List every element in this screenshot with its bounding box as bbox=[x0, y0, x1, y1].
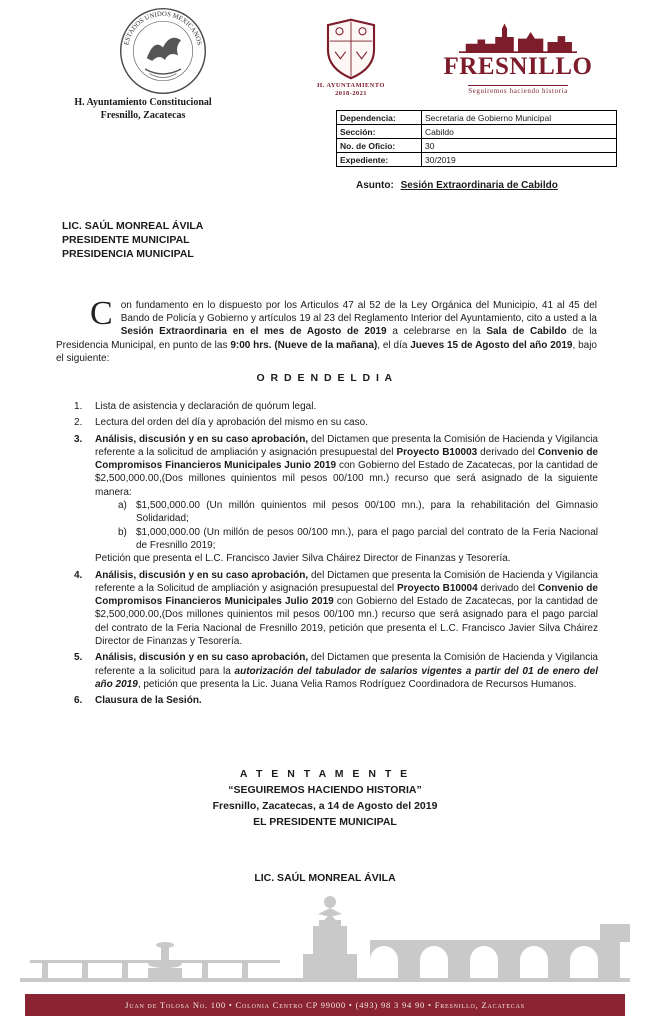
municipality-title-line1: H. Ayuntamiento Constitucional bbox=[74, 97, 212, 108]
table-row bbox=[337, 153, 617, 167]
municipal-crest bbox=[322, 18, 380, 80]
municipality-title bbox=[38, 96, 248, 122]
info-label: Dependencia: bbox=[337, 111, 422, 125]
agenda-item-text: Análisis, discusión y en su caso aprobación, del Dictamen que presenta la Comisión de Hacienda y Vigilancia referente a la solicitud de ampliación y asignación presupuestal del Proyecto B10003 derivado del Convenio de Compromisos Financieros Municipales Junio 2019 con Gobierno del Estado de Zacatecas, por la cantidad de $2,500,000.00,(Dos millones quinientos mil pesos 00/100 mn.) recurso que será asignado de la siguiente manera: bbox=[95, 433, 598, 498]
agenda-sub-item-letter: b) bbox=[118, 526, 127, 538]
crest-caption-line1: H. AYUNTAMIENTO bbox=[317, 82, 385, 89]
agenda-item-number: 2. bbox=[74, 417, 83, 429]
agenda-item-6 bbox=[74, 694, 598, 707]
footer-bar bbox=[25, 994, 625, 1016]
fresnillo-logo bbox=[428, 20, 608, 98]
agenda-item-text: Análisis, discusión y en su caso aprobación, del Dictamen que presenta la Comisión de Hacienda y Vigilancia referente a la Solicitud de ampliación y asignación presupuestal del Proyecto B10004 derivado del Convenio de Compromisos Financieros Municipales Julio 2019 con Gobierno del Estado de Zacatecas, por la cantidad de $2,500,000.00,(Dos millones quinientos mil pesos 00/100 mn.) recurso que será asignado para el pago parcial del contrato de la Feria Nacional de Fresnillo 2019, petición que presenta el L.C. Francisco Javier Silva Cháirez Director de Finanzas y Tesorería. bbox=[95, 569, 598, 648]
closing-atentamente: A T E N T A M E N T E bbox=[239, 768, 411, 780]
agenda-sub-item-letter: a) bbox=[118, 500, 127, 512]
agenda-sub-item-b bbox=[118, 526, 598, 553]
footer-address: Juan de Tolosa No. 100 • Colonia Centro CP 99000 • (493) 98 3 94 90 • Fresnillo, Zacatecas bbox=[125, 1000, 525, 1010]
addressee-office: PRESIDENCIA MUNICIPAL bbox=[62, 248, 194, 260]
brand-name: FRESNILLO bbox=[443, 53, 593, 80]
intro-paragraph bbox=[56, 295, 597, 365]
agenda-sub-item-text: $1,000,000.00 (Un millón de pesos 00/100 mn.), para el pago parcial del contrato de la Feria Nacional de Fresnillo 2019; bbox=[136, 526, 598, 551]
signature-name: LIC. SAÚL MONREAL ÁVILA bbox=[254, 872, 396, 884]
agenda-sub-item-a bbox=[118, 499, 598, 526]
seal-arc-text: ESTADOS UNIDOS MEXICANOS bbox=[123, 10, 203, 46]
table-row bbox=[337, 111, 617, 125]
subject-line bbox=[356, 180, 558, 191]
info-value: Cabildo bbox=[422, 125, 617, 139]
order-of-day-title: O R D E N D E L D I A bbox=[256, 372, 394, 384]
info-value: 30/2019 bbox=[422, 153, 617, 167]
crest-caption bbox=[300, 82, 402, 98]
subject-label: Asunto: bbox=[356, 180, 394, 191]
info-label: Sección: bbox=[337, 125, 422, 139]
addressee-role: PRESIDENTE MUNICIPAL bbox=[62, 234, 190, 246]
agenda-item-4 bbox=[74, 569, 598, 649]
table-row bbox=[337, 125, 617, 139]
agenda-item-tail: Petición que presenta el L.C. Francisco Javier Silva Cháirez Director de Finanzas y Tesorería. bbox=[95, 553, 511, 565]
closing-slogan: “SEGUIREMOS HACIENDO HISTORIA” bbox=[228, 784, 422, 796]
building-silhouette-icon bbox=[459, 20, 577, 54]
agenda-sub-item-text: $1,500,000.00 (Un millón quinientos mil pesos 00/100 mn.), para la rehabilitación del Gimnasio Solidaridad; bbox=[136, 500, 598, 525]
intro-text: on fundamento en lo dispuesto por los Articulos 47 al 52 de la Ley Orgánica del Municipio, 41 al 45 del Bando de Policía y Gobierno y artículos 19 al 23 del Reglamento Interior del Ayuntamiento, cito a usted a la Sesión Extraordinaria en el mes de Agosto de 2019 a celebrarse en la Sala de Cabildo de la Presidencia Municipal, en punto de las 9:00 hrs. (Nueve de la mañana), el día Jueves 15 de Agosto del año 2019, bajo el siguiente: bbox=[56, 300, 597, 364]
agenda-item-number: 1. bbox=[74, 401, 83, 412]
agenda-item-body bbox=[95, 433, 598, 566]
agenda-item-text: Lista de asistencia y declaración de quórum legal. bbox=[95, 401, 317, 412]
monument-watermark bbox=[0, 884, 650, 990]
addressee-name: LIC. SAÚL MONREAL ÁVILA bbox=[62, 220, 204, 232]
info-value: 30 bbox=[422, 139, 617, 153]
agenda-item-text: Clausura de la Sesión. bbox=[95, 695, 202, 707]
agenda-item-number: 6. bbox=[74, 695, 83, 707]
agenda-item-text: Lectura del orden del día y aprobación del mismo en su caso. bbox=[95, 417, 368, 429]
brand-tagline: Seguiremos haciendo historia bbox=[468, 87, 568, 95]
agenda-item-number: 4. bbox=[74, 569, 83, 581]
closing-role: EL PRESIDENTE MUNICIPAL bbox=[253, 816, 397, 828]
info-label: No. de Oficio: bbox=[337, 139, 422, 153]
info-value: Secretaria de Gobierno Municipal bbox=[422, 111, 617, 125]
office-info-table bbox=[336, 110, 617, 167]
agenda-item-3 bbox=[74, 433, 598, 566]
agenda-sub-list bbox=[118, 499, 598, 552]
subject-value: Sesión Extraordinaria de Cabildo bbox=[400, 180, 558, 191]
eagle-icon bbox=[147, 38, 181, 61]
agenda-item-number: 5. bbox=[74, 652, 83, 664]
table-row bbox=[337, 139, 617, 153]
drop-cap: C bbox=[90, 295, 113, 332]
agenda-item-1 bbox=[74, 400, 598, 413]
agenda-item-text: Análisis, discusión y en su caso aprobación, del Dictamen que presenta la Comisión de Hacienda y Vigilancia referente a la solicitud para la autorización del tabulador de salarios vigentes a partir del 01 de enero del año 2019, petición que presenta la Lic. Juana Velia Ramos Rodríguez Coordinadora de Recursos Humanos. bbox=[95, 652, 598, 690]
closing-dateline: Fresnillo, Zacatecas, a 14 de Agosto del 2019 bbox=[212, 800, 438, 812]
mexico-coat-of-arms-seal bbox=[116, 6, 210, 96]
crest-caption-line2: 2018-2021 bbox=[335, 90, 367, 97]
municipality-title-line2: Fresnillo, Zacatecas bbox=[100, 110, 186, 121]
agenda-item-number: 3. bbox=[74, 433, 83, 445]
closing-block bbox=[0, 766, 650, 830]
addressee-block bbox=[62, 219, 203, 261]
agenda-item-2 bbox=[74, 416, 598, 429]
info-label: Expediente: bbox=[337, 153, 422, 167]
agenda-item-5 bbox=[74, 651, 598, 691]
agenda-list bbox=[74, 400, 598, 711]
